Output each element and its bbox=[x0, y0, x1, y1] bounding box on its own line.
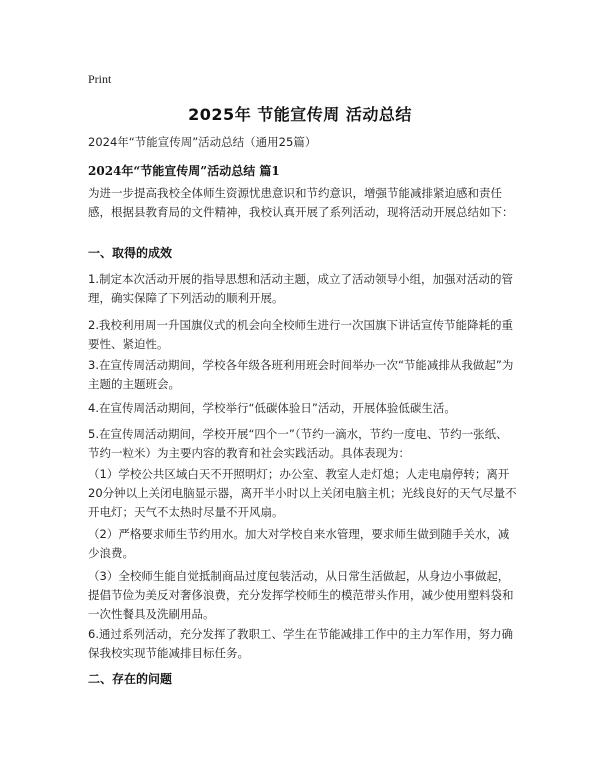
document-subtitle: 2024年“节能宣传周”活动总结（通用25篇） bbox=[88, 135, 317, 149]
intro-paragraph: 为进一步提高我校全体师生资源忧患意识和节约意识，增强节能减排紧迫感和责任感，根据县教育局的文件精神，我校认真开展了系列活动，现将活动开展总结如下： bbox=[88, 186, 514, 219]
heading-issues: 二、存在的问题 bbox=[88, 672, 173, 686]
paragraph-sub-1: （1）学校公共区域白天不开照明灯；办公室、教室人走灯熄；人走电扇停转；离开20分钟以上关闭电脑显示器，离开半小时以上关闭电脑主机；光线良好的天气尽量不开电灯；天气不太热时尽量不开风扇。 bbox=[88, 467, 517, 519]
heading-achievements: 一、取得的成效 bbox=[88, 246, 173, 260]
paragraph-item-2: 2.我校利用周一升国旗仪式的机会向全校师生进行一次国旗下讲话宣传节能降耗的重要性、紧迫性。 bbox=[88, 318, 513, 351]
page-title: 2025年 节能宣传周 活动总结 bbox=[188, 105, 412, 124]
paragraph-sub-2: （2）严格要求师生节约用水。加大对学校自来水管理，要求师生做到随手关水，减少浪费。 bbox=[88, 527, 510, 560]
paragraph-item-3: 3.在宣传周活动期间，学校各年级各班利用班会时间举办一次“节能减排从我做起”为主题的主题班会。 bbox=[88, 358, 514, 391]
paragraph-item-5: 5.在宣传周活动期间，学校开展“四个一”（节约一滴水，节约一度电、节约一张纸、节约一粒米）为主要内容的教育和社会实践活动。具体表现为： bbox=[88, 427, 508, 460]
paragraph-item-4: 4.在宣传周活动期间，学校举行“低碳体验日”活动，开展体验低碳生活。 bbox=[88, 401, 456, 415]
paragraph-sub-3: （3）全校师生能自觉抵制商品过度包装活动，从日常生活做起，从身边小事做起，提倡节俭为美反对奢侈浪费，充分发挥学校师生的模范带头作用，减少使用塑料袋和一次性餐具及洗刷用品。 bbox=[88, 569, 514, 621]
section-heading: 2024年“节能宣传周”活动总结 篇1 bbox=[88, 164, 280, 178]
print-link[interactable]: Print bbox=[88, 72, 112, 86]
paragraph-item-6: 6.通过系列活动，充分发挥了教职工、学生在节能减排工作中的主力军作用，努力确保我校实现节能减排目标任务。 bbox=[88, 627, 513, 660]
paragraph-item-1: 1.制定本次活动开展的指导思想和活动主题，成立了活动领导小组，加强对活动的管理，确实保障了下列活动的顺利开展。 bbox=[88, 272, 513, 305]
